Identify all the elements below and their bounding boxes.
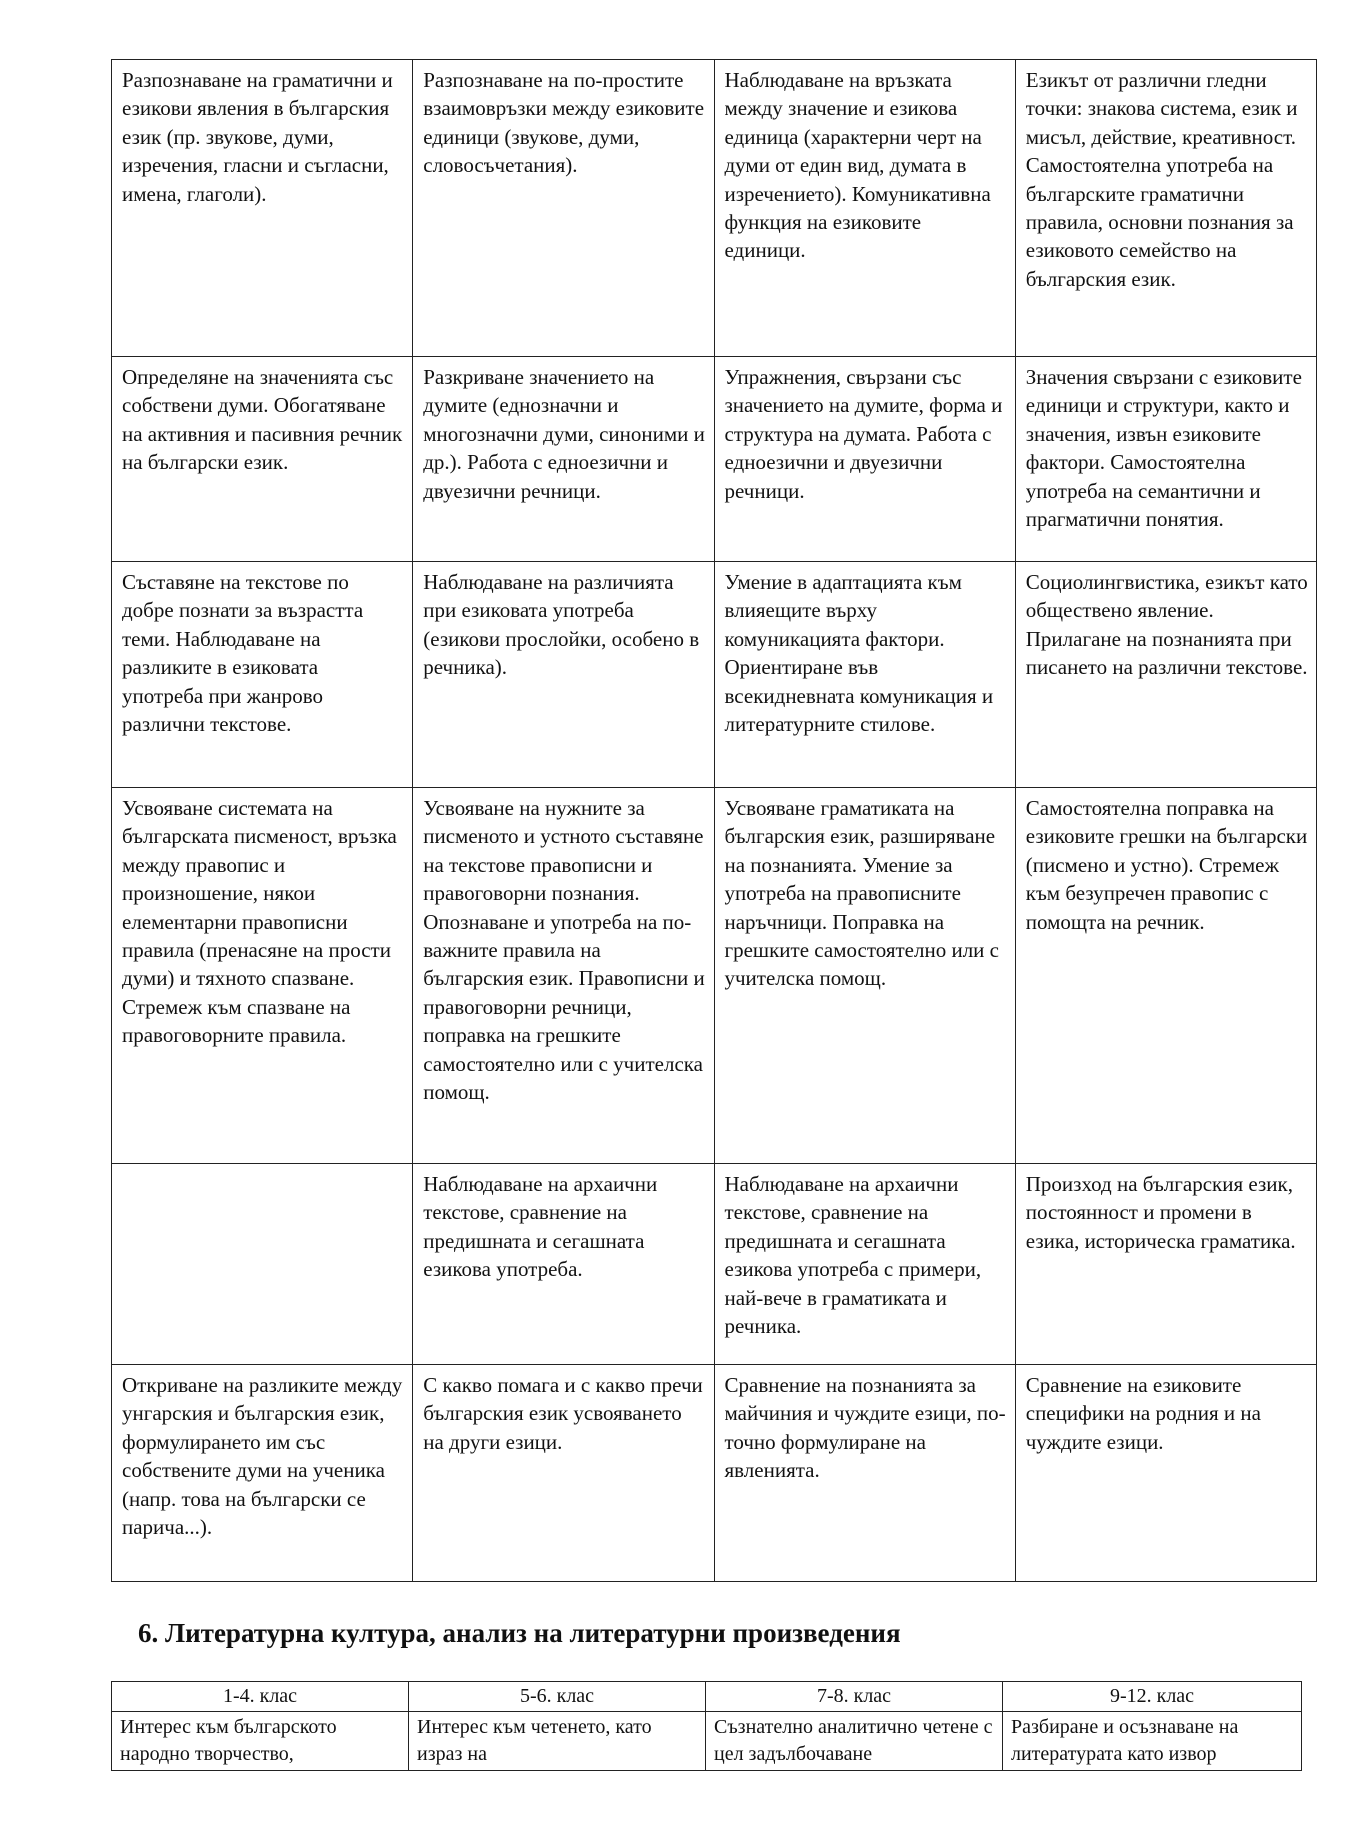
column-header: 1-4. клас bbox=[112, 1682, 409, 1712]
table-cell: Произход на българския език, постоянност и промени в езика, историческа граматика. bbox=[1015, 1164, 1316, 1365]
column-header: 7-8. клас bbox=[706, 1682, 1003, 1712]
table-row bbox=[112, 1164, 1317, 1365]
table-cell: Съставяне на текстове по добре познати за възрастта теми. Наблюдаване на разликите в езиковата употреба при жанрово различни текстове. bbox=[112, 562, 413, 788]
table-cell: Упражнения, свързани със значението на думите, форма и структура на думата. Работа с едноезични и двуезични речници. bbox=[714, 357, 1015, 562]
table-cell: Сравнение на езиковите специфики на родния и на чуждите езици. bbox=[1015, 1365, 1316, 1582]
table-cell: Интерес към четенето, като израз на bbox=[409, 1712, 706, 1771]
table-row bbox=[112, 562, 1317, 788]
table-row bbox=[112, 357, 1317, 562]
table-cell: Разбиране и осъзнаване на литературата като извор bbox=[1003, 1712, 1302, 1771]
table-row bbox=[112, 1712, 1302, 1771]
section-title: 6. Литературна култура, анализ на литературни произведения bbox=[138, 1618, 901, 1648]
table-cell: Сравнение на познанията за майчиния и чуждите езици, по-точно формулиране на явленията. bbox=[714, 1365, 1015, 1582]
table-cell: Наблюдаване на архаични текстове, сравнение на предишната и сегашната езикова употреба с примери, най-вече в граматиката и речника. bbox=[714, 1164, 1015, 1365]
table-cell: Разпознаване на по-простите взаимовръзки между езиковите единици (звукове, думи, словосъчетания). bbox=[413, 60, 714, 357]
table-cell: Езикът от различни гледни точки: знакова система, език и мисъл, действие, креативност. Самостоятелна употреба на българските граматични правила, основни познания за езиковото семейство на българския език. bbox=[1015, 60, 1316, 357]
table-header-row bbox=[112, 1682, 1302, 1712]
table-cell: Определяне на значенията със собствени думи. Обогатяване на активния и пасивния речник на български език. bbox=[112, 357, 413, 562]
table-cell bbox=[112, 1164, 413, 1365]
table-cell: Усвояване граматиката на българския език, разширяване на познанията. Умение за употреба на правописните наръчници. Поправка на грешките самостоятелно или с учителска помощ. bbox=[714, 788, 1015, 1164]
table-cell: Наблюдаване на връзката между значение и езикова единица (характерни черт на думи от един вид, думата в изречението). Комуникативна функция на езиковите единици. bbox=[714, 60, 1015, 357]
column-header: 5-6. клас bbox=[409, 1682, 706, 1712]
table-cell: Наблюдаване на различията при езиковата употреба (езикови прослойки, особено в речника). bbox=[413, 562, 714, 788]
table-cell: Съзнателно аналитично четене с цел задълбочаване bbox=[706, 1712, 1003, 1771]
table-cell: Разпознаване на граматични и езикови явления в българския език (пр. звукове, думи, изречения, гласни и съгласни, имена, глаголи). bbox=[112, 60, 413, 357]
table-cell: С какво помага и с какво пречи българския език усвояването на други езици. bbox=[413, 1365, 714, 1582]
table-cell: Откриване на разликите между унгарския и българския език, формулирането им със собствените думи на ученика (напр. това на български се парича...). bbox=[112, 1365, 413, 1582]
table-cell: Социолингвистика, езикът като обществено явление. Прилагане на познанията при писането на различни текстове. bbox=[1015, 562, 1316, 788]
literature-table bbox=[111, 1681, 1302, 1771]
table-cell: Наблюдаване на архаични текстове, сравнение на предишната и сегашната езикова употреба. bbox=[413, 1164, 714, 1365]
table-cell: Значения свързани с езиковите единици и структури, както и значения, извън езиковите фактори. Самостоятелна употреба на семантични и прагматични понятия. bbox=[1015, 357, 1316, 562]
table-cell: Интерес към българското народно творчество, bbox=[112, 1712, 409, 1771]
table-cell: Самостоятелна поправка на езиковите грешки на български (писмено и устно). Стремеж към безупречен правопис с помощта на речник. bbox=[1015, 788, 1316, 1164]
table-cell: Умение в адаптацията към влияещите върху комуникацията фактори. Ориентиране във всекидневната комуникация и литературните стилове. bbox=[714, 562, 1015, 788]
table-cell: Усвояване на нужните за писменото и устното съставяне на текстове правописни и правоговорни познания. Опознаване и употреба на по-важните правила на българския език. Правописни и правоговорни речници, поправка на грешките самостоятелно или с учителска помощ. bbox=[413, 788, 714, 1164]
table-row bbox=[112, 60, 1317, 357]
table-cell: Усвояване системата на българската писменост, връзка между правопис и произношение, някои елементарни правописни правила (пренасяне на прости думи) и тяхното спазване. Стремеж към спазване на правоговорните правила. bbox=[112, 788, 413, 1164]
table-cell: Разкриване значението на думите (еднозначни и многозначни думи, синоними и др.). Работа с едноезични и двуезични речници. bbox=[413, 357, 714, 562]
column-header: 9-12. клас bbox=[1003, 1682, 1302, 1712]
curriculum-table bbox=[111, 59, 1317, 1582]
table-row bbox=[112, 788, 1317, 1164]
table-row bbox=[112, 1365, 1317, 1582]
